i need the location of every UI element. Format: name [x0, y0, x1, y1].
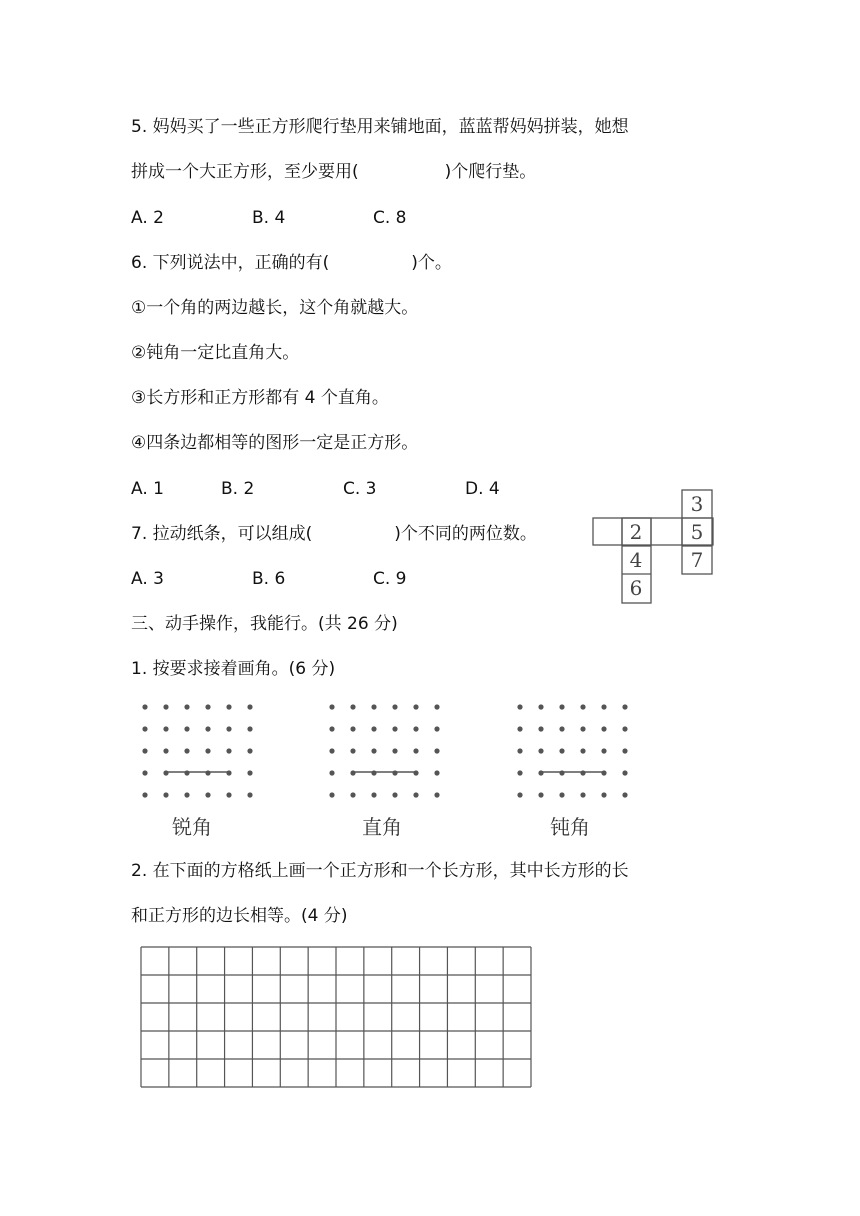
strip-number-2: 2 — [629, 520, 643, 544]
grid-dot[interactable] — [559, 792, 564, 797]
grid-dot[interactable] — [538, 726, 543, 731]
grid-dot[interactable] — [205, 704, 210, 709]
grid-dot[interactable] — [413, 726, 418, 731]
grid-dot[interactable] — [517, 704, 522, 709]
q6-option-b: B. 2 — [221, 479, 255, 499]
grid-dot[interactable] — [329, 770, 334, 775]
q6-item-3: ③长方形和正方形都有 4 个直角。 — [131, 388, 389, 408]
grid-dot[interactable] — [247, 770, 252, 775]
q6-stem-post: )个。 — [411, 253, 452, 273]
q5-line2-pre: 拼成一个大正方形，至少要用( — [131, 162, 359, 182]
grid-dot[interactable] — [392, 792, 397, 797]
grid-dot[interactable] — [329, 792, 334, 797]
grid-dot[interactable] — [184, 748, 189, 753]
grid-dot[interactable] — [434, 792, 439, 797]
grid-dot[interactable] — [371, 770, 376, 775]
strip-number-3: 3 — [690, 492, 704, 516]
label-acute: 锐角 — [172, 815, 212, 839]
grid-dot[interactable] — [226, 748, 231, 753]
dot-grid-right[interactable] — [325, 700, 445, 800]
grid-dot[interactable] — [226, 704, 231, 709]
q7-stem-pre: 7. 拉动纸条，可以组成( — [131, 524, 313, 544]
q5-option-a: A. 2 — [131, 208, 164, 228]
grid-dot[interactable] — [247, 726, 252, 731]
grid-dot[interactable] — [559, 748, 564, 753]
section3-p2-line2: 和正方形的边长相等。(4 分) — [131, 906, 348, 926]
grid-dot[interactable] — [434, 704, 439, 709]
grid-dot[interactable] — [580, 792, 585, 797]
q6-stem-pre: 6. 下列说法中，正确的有( — [131, 253, 330, 273]
strip-number-5: 5 — [690, 520, 704, 544]
grid-dot[interactable] — [226, 770, 231, 775]
grid-dot[interactable] — [371, 726, 376, 731]
q6-item-2: ②钝角一定比直角大。 — [131, 343, 300, 363]
label-obtuse: 钝角 — [550, 815, 590, 839]
grid-dot[interactable] — [559, 726, 564, 731]
grid-dot[interactable] — [247, 748, 252, 753]
grid-dot[interactable] — [184, 704, 189, 709]
grid-dot[interactable] — [329, 704, 334, 709]
strip-number-7: 7 — [690, 548, 704, 572]
grid-dot[interactable] — [517, 726, 522, 731]
grid-dot[interactable] — [226, 726, 231, 731]
q6-item-4: ④四条边都相等的图形一定是正方形。 — [131, 433, 419, 453]
grid-dot[interactable] — [517, 748, 522, 753]
grid-dot[interactable] — [622, 792, 627, 797]
grid-dot[interactable] — [163, 704, 168, 709]
grid-dot[interactable] — [622, 770, 627, 775]
grid-dot[interactable] — [205, 770, 210, 775]
q5-option-c: C. 8 — [373, 208, 407, 228]
grid-dot[interactable] — [142, 792, 147, 797]
grid-dot[interactable] — [142, 770, 147, 775]
grid-dot[interactable] — [184, 770, 189, 775]
grid-dot[interactable] — [601, 792, 606, 797]
grid-dot[interactable] — [163, 726, 168, 731]
grid-dot[interactable] — [392, 748, 397, 753]
q7-option-c: C. 9 — [373, 569, 407, 589]
grid-dot[interactable] — [559, 770, 564, 775]
grid-dot[interactable] — [392, 770, 397, 775]
grid-dot[interactable] — [350, 726, 355, 731]
label-right: 直角 — [362, 815, 402, 839]
q7-stem-post: )个不同的两位数。 — [394, 524, 537, 544]
grid-dot[interactable] — [184, 726, 189, 731]
grid-dot[interactable] — [622, 748, 627, 753]
grid-dot[interactable] — [413, 770, 418, 775]
grid-dot[interactable] — [247, 792, 252, 797]
q7-stem — [131, 523, 537, 545]
number-strip-figure — [592, 489, 720, 605]
grid-dot[interactable] — [329, 748, 334, 753]
q6-option-d: D. 4 — [465, 479, 500, 499]
grid-dot[interactable] — [434, 770, 439, 775]
q5-option-b: B. 4 — [252, 208, 286, 228]
grid-dot[interactable] — [350, 792, 355, 797]
grid-dot[interactable] — [205, 726, 210, 731]
grid-dot[interactable] — [163, 792, 168, 797]
grid-dot[interactable] — [371, 792, 376, 797]
grid-dot[interactable] — [538, 748, 543, 753]
grid-dot[interactable] — [601, 770, 606, 775]
q7-option-b: B. 6 — [252, 569, 286, 589]
grid-dot[interactable] — [350, 748, 355, 753]
grid-dot[interactable] — [517, 792, 522, 797]
grid-dot[interactable] — [350, 704, 355, 709]
grid-dot[interactable] — [226, 792, 231, 797]
grid-dot[interactable] — [142, 748, 147, 753]
dot-grid-acute[interactable] — [138, 700, 258, 800]
grid-dot[interactable] — [205, 792, 210, 797]
grid-dot[interactable] — [205, 748, 210, 753]
grid-dot[interactable] — [329, 726, 334, 731]
grid-dot[interactable] — [601, 748, 606, 753]
grid-dot[interactable] — [350, 770, 355, 775]
grid-dot[interactable] — [580, 704, 585, 709]
section3-p1: 1. 按要求接着画角。(6 分) — [131, 659, 336, 679]
grid-dot[interactable] — [622, 726, 627, 731]
grid-dot[interactable] — [580, 726, 585, 731]
grid-dot[interactable] — [142, 726, 147, 731]
grid-dot[interactable] — [184, 792, 189, 797]
grid-paper[interactable] — [140, 946, 532, 1088]
section3-p2-line1: 2. 在下面的方格纸上画一个正方形和一个长方形，其中长方形的长 — [131, 861, 629, 881]
grid-dot[interactable] — [413, 748, 418, 753]
q6-option-c: C. 3 — [343, 479, 377, 499]
grid-dot[interactable] — [434, 748, 439, 753]
grid-dot[interactable] — [434, 726, 439, 731]
grid-dot[interactable] — [601, 726, 606, 731]
q5-line2 — [131, 161, 536, 183]
grid-dot[interactable] — [538, 770, 543, 775]
grid-dot[interactable] — [163, 748, 168, 753]
grid-dot[interactable] — [580, 770, 585, 775]
grid-dot[interactable] — [559, 704, 564, 709]
q7-option-a: A. 3 — [131, 569, 164, 589]
grid-dot[interactable] — [163, 770, 168, 775]
grid-dot[interactable] — [622, 704, 627, 709]
section3-title: 三、动手操作，我能行。(共 26 分) — [131, 614, 398, 634]
grid-dot[interactable] — [538, 704, 543, 709]
grid-dot[interactable] — [601, 704, 606, 709]
grid-dot[interactable] — [413, 704, 418, 709]
grid-dot[interactable] — [517, 770, 522, 775]
grid-dot[interactable] — [371, 748, 376, 753]
grid-dot[interactable] — [392, 726, 397, 731]
q6-stem — [131, 252, 452, 274]
grid-dot[interactable] — [142, 704, 147, 709]
strip-number-6: 6 — [629, 576, 643, 600]
grid-dot[interactable] — [538, 792, 543, 797]
grid-dot[interactable] — [247, 704, 252, 709]
q5-line2-post: )个爬行垫。 — [444, 162, 537, 182]
q6-option-a: A. 1 — [131, 479, 164, 499]
grid-dot[interactable] — [580, 748, 585, 753]
grid-dot[interactable] — [413, 792, 418, 797]
q6-item-1: ①一个角的两边越长，这个角就越大。 — [131, 298, 419, 318]
grid-dot[interactable] — [392, 704, 397, 709]
strip-number-4: 4 — [629, 548, 643, 572]
q5-line1: 5. 妈妈买了一些正方形爬行垫用来铺地面，蓝蓝帮妈妈拼装，她想 — [131, 117, 629, 137]
grid-dot[interactable] — [371, 704, 376, 709]
dot-grid-obtuse[interactable] — [513, 700, 633, 800]
